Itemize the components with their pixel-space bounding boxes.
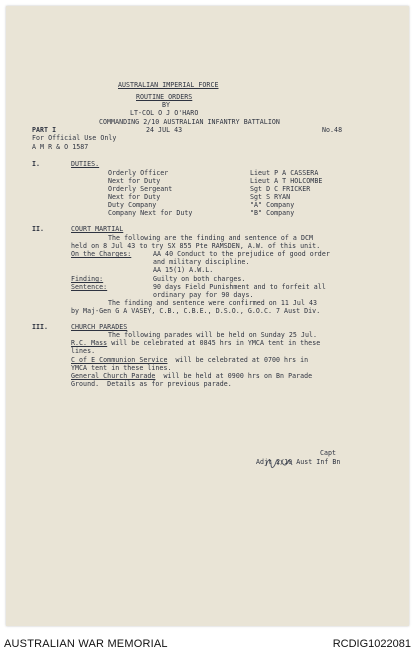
duty-role: Orderly Sergeant	[108, 185, 173, 193]
section-number-court-martial: II.	[32, 225, 45, 233]
church-text: The following parades will be held on Sunday 25 Jul.	[108, 331, 318, 339]
signature-rank: Capt	[320, 449, 337, 457]
duty-role: Duty Company	[108, 201, 157, 209]
duty-role: Next for Duty	[108, 193, 161, 201]
section-number-church: III.	[32, 323, 49, 331]
charge-text: AA 15(1) A.W.L.	[153, 266, 214, 274]
duty-role: Next for Duty	[108, 177, 161, 185]
signature-title: Adjt 2/10 Aust Inf Bn	[256, 458, 341, 466]
duty-name: Lieut A T HOLCOMBE	[250, 177, 323, 185]
charges-label: On the Charges:	[71, 250, 132, 258]
church-text: will be celebrated at 0845 hrs in YMCA tent in these	[107, 339, 321, 347]
confirmation-text: The finding and sentence were confirmed on 11 Jul 43	[108, 299, 318, 307]
confirmation-text: by Maj-Gen G A VASEY, C.B., C.B.E., D.S.O., G.O.C. 7 Aust Div.	[71, 307, 321, 315]
part-label: PART I	[32, 126, 57, 134]
document-page	[6, 6, 409, 626]
charge-text: and military discipline.	[153, 258, 250, 266]
duty-name: Sgt D C FRICKER	[250, 185, 311, 193]
duty-name: "B" Company	[250, 209, 295, 217]
order-date: 24 JUL 43	[146, 126, 183, 134]
church-text: YMCA tent in these lines.	[71, 364, 172, 372]
court-martial-text: held on 8 Jul 43 to try SX 855 Pte RAMSDEN, A.W. of this unit.	[71, 242, 321, 250]
sentence-text: ordinary pay for 90 days.	[153, 291, 254, 299]
duty-name: "A" Company	[250, 201, 295, 209]
church-text: will be celebrated at 0700 hrs in	[167, 356, 309, 364]
communion-label: C of E Communion Service	[71, 356, 168, 364]
footer-institution: AUSTRALIAN WAR MEMORIAL	[4, 638, 168, 650]
court-martial-title: COURT MARTIAL	[71, 225, 124, 233]
court-martial-text: The following are the finding and sentence of a DCM	[108, 234, 314, 242]
sentence-label: Sentence:	[71, 283, 108, 291]
church-text: lines.	[71, 347, 96, 355]
church-parades-title: CHURCH PARADES	[71, 323, 128, 331]
duty-name: Lieut P A CASSERA	[250, 169, 319, 177]
general-parade-label: General Church Parade	[71, 372, 156, 380]
routine-orders-heading: ROUTINE ORDERS	[136, 93, 193, 101]
church-text-line	[71, 357, 308, 364]
commanding-line: COMMANDING 2/10 AUSTRALIAN INFANTRY BATTALION	[99, 118, 280, 126]
duty-role: Orderly Officer	[108, 169, 169, 177]
order-number: No.48	[322, 126, 343, 134]
duty-role: Company Next for Duty	[108, 209, 193, 217]
rc-mass-label: R.C. Mass	[71, 339, 108, 347]
finding-text: Guilty on both charges.	[153, 275, 246, 283]
duties-title: DUTIES.	[71, 160, 100, 168]
sentence-text: 90 days Field Punishment and to forfeit all	[153, 283, 326, 291]
archive-footer	[0, 634, 415, 654]
duty-name: Sgt S RYAN	[250, 193, 291, 201]
church-text-line	[71, 373, 312, 380]
by-line: BY	[162, 101, 171, 109]
church-text-line	[71, 340, 320, 347]
footer-reference: RCDIG1022081	[332, 638, 411, 650]
officer-name: LT-COL O J O'HARO	[130, 109, 199, 117]
church-text: Ground. Details as for previous parade.	[71, 380, 232, 388]
charge-text: AA 40 Conduct to the prejudice of good order	[153, 250, 330, 258]
document-heading: AUSTRALIAN IMPERIAL FORCE	[118, 81, 219, 89]
reference-line: A M R & O 1587	[32, 143, 89, 151]
official-use-line: For Official Use Only	[32, 134, 117, 142]
finding-label: Finding:	[71, 275, 104, 283]
church-text: will be held at 0900 hrs on Bn Parade	[155, 372, 313, 380]
section-number-duties: I.	[32, 160, 41, 168]
